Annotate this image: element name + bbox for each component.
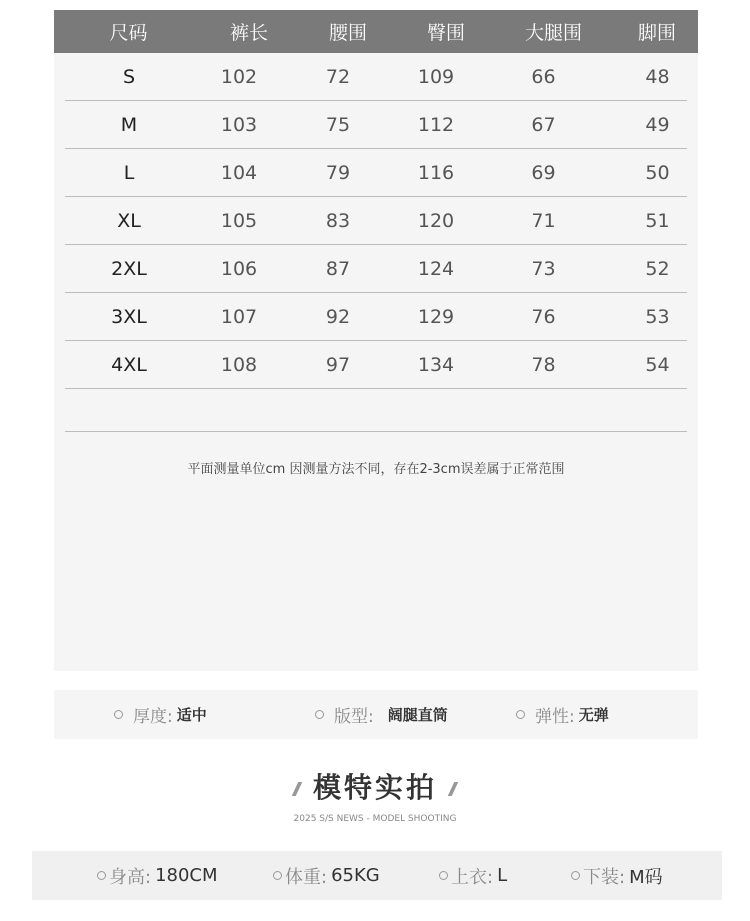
table-row [65, 53, 687, 101]
cell-hip: 116 [417, 161, 455, 184]
cell-length: 106 [220, 257, 258, 280]
stat-label: 身高: [109, 866, 152, 888]
stat-label: 体重: [285, 866, 328, 888]
cell-hem: 53 [645, 305, 670, 328]
cell-waist: 79 [325, 161, 351, 184]
cell-size: L [123, 161, 135, 184]
cell-hem: 49 [645, 113, 670, 136]
cell-hem: 54 [645, 353, 670, 376]
attr-value: 无弹 [578, 706, 609, 724]
table-row [65, 341, 687, 389]
cell-waist: 97 [325, 353, 351, 376]
cell-thigh: 67 [531, 113, 556, 136]
cell-length: 102 [220, 65, 258, 88]
cell-thigh: 78 [531, 353, 556, 376]
stat-label: 下装: [583, 866, 626, 888]
cell-hem: 51 [645, 209, 670, 232]
table-row [65, 149, 687, 197]
stat-value: L [497, 865, 508, 886]
cell-size: S [122, 65, 136, 88]
header-size: 尺码 [109, 22, 148, 44]
cell-hem: 48 [645, 65, 670, 88]
cell-waist: 75 [325, 113, 351, 136]
cell-hem: 52 [645, 257, 670, 280]
cell-length: 108 [220, 353, 258, 376]
model-section-subtitle: 2025 S/S NEWS - MODEL SHOOTING [293, 814, 457, 824]
attr-value: 阔腿直筒 [387, 706, 448, 724]
cell-thigh: 76 [531, 305, 556, 328]
stat-value: 65KG [331, 865, 380, 886]
cell-hem: 50 [645, 161, 670, 184]
cell-thigh: 73 [531, 257, 556, 280]
cell-waist: 87 [325, 257, 351, 280]
model-title-text: 模特实拍 [312, 771, 437, 804]
measurement-note: 平面测量单位cm 因测量方法不同，存在2-3cm误差属于正常范围 [187, 462, 565, 477]
size-table-header [54, 10, 698, 53]
cell-hip: 129 [417, 305, 455, 328]
cell-hip: 134 [417, 353, 455, 376]
cell-waist: 92 [325, 305, 351, 328]
table-row [65, 197, 687, 245]
attr-label: 弹性: [535, 707, 575, 727]
model-bottom-size [571, 851, 663, 900]
attr-label: 厚度: [133, 707, 173, 727]
attr-label: 版型: [334, 707, 374, 727]
cell-thigh: 71 [531, 209, 556, 232]
cell-waist: 83 [325, 209, 351, 232]
cell-thigh: 66 [531, 65, 556, 88]
cell-size: XL [117, 209, 141, 232]
cell-size: 2XL [111, 257, 147, 280]
model-top-size [439, 851, 507, 900]
cell-length: 105 [220, 209, 258, 232]
bullet-ring-icon [315, 710, 324, 719]
cell-length: 103 [220, 113, 258, 136]
attr-fit [315, 690, 448, 739]
size-chart-panel [54, 10, 698, 671]
bullet-ring-icon [114, 710, 123, 719]
bullet-ring-icon [273, 871, 282, 880]
size-table-body [65, 53, 687, 389]
slash-decoration-icon [448, 782, 459, 796]
attr-value: 适中 [176, 706, 207, 724]
cell-hip: 124 [417, 257, 455, 280]
stat-value: 180CM [155, 865, 218, 886]
slash-decoration-icon [292, 782, 303, 796]
bullet-ring-icon [439, 871, 448, 880]
stat-label: 上衣: [451, 866, 494, 888]
bullet-ring-icon [97, 871, 106, 880]
cell-length: 107 [220, 305, 258, 328]
header-hem: 脚围 [637, 22, 676, 44]
model-height [97, 851, 218, 900]
attribute-bar [54, 690, 698, 739]
header-thigh: 大腿围 [524, 22, 582, 44]
divider [65, 431, 687, 432]
attr-elasticity [516, 690, 609, 739]
table-row [65, 101, 687, 149]
model-weight [273, 851, 380, 900]
cell-size: 4XL [111, 353, 147, 376]
header-length: 裤长 [229, 22, 268, 44]
header-waist: 腰围 [328, 22, 367, 44]
cell-hip: 109 [417, 65, 455, 88]
bullet-ring-icon [571, 871, 580, 880]
cell-size: M [120, 113, 138, 136]
cell-thigh: 69 [531, 161, 556, 184]
cell-size: 3XL [111, 305, 147, 328]
header-hip: 臀围 [426, 22, 465, 44]
cell-waist: 72 [325, 65, 351, 88]
table-row [65, 245, 687, 293]
cell-hip: 120 [417, 209, 455, 232]
table-row [65, 293, 687, 341]
cell-length: 104 [220, 161, 258, 184]
cell-hip: 112 [417, 113, 455, 136]
bullet-ring-icon [516, 710, 525, 719]
attr-thickness [114, 690, 207, 739]
model-stats-bar [32, 851, 722, 900]
stat-value: M码 [629, 866, 663, 888]
model-section-title [0, 766, 750, 806]
